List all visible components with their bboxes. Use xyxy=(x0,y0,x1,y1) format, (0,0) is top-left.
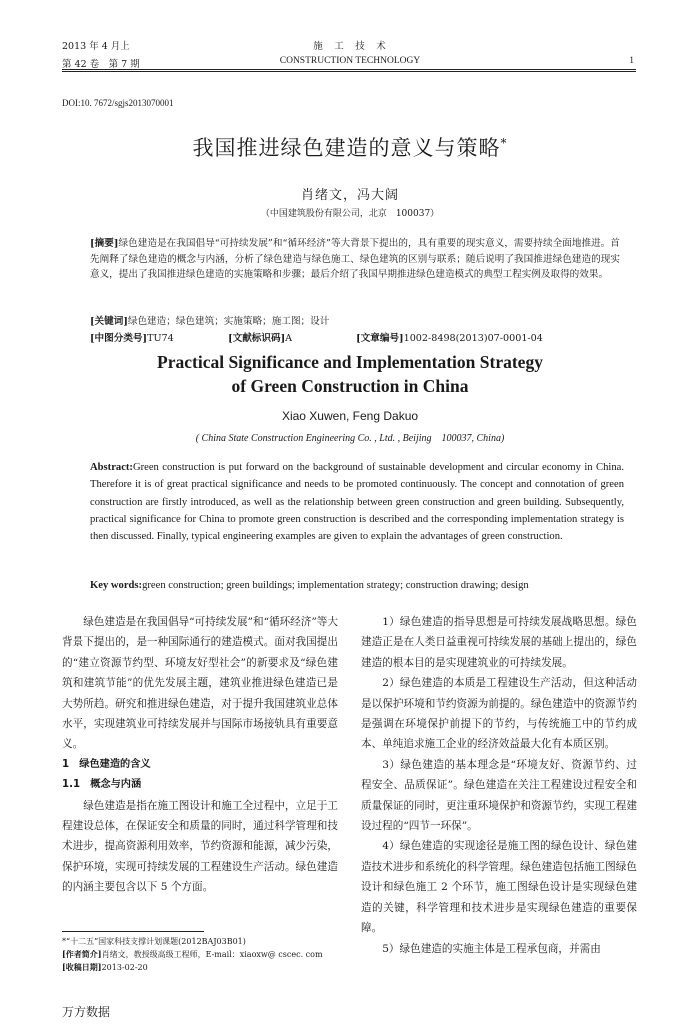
footnotes xyxy=(62,935,352,974)
journal-name-en: CONSTRUCTION TECHNOLOGY xyxy=(279,56,421,66)
keywords-cn xyxy=(90,314,620,329)
clc-value: TU74 xyxy=(147,333,174,344)
header-rule xyxy=(62,69,636,70)
section-heading: 1 绿色建造的含义 xyxy=(62,758,151,770)
abstract-en xyxy=(90,459,624,545)
keywords-en-text: green construction; green buildings; implementation strategy; construction drawing; design xyxy=(142,580,529,591)
title-en-line-1: Practical Significance and Implementation Strategy xyxy=(157,352,543,372)
issue-volume: 第 42 卷 第 7 期 xyxy=(62,59,140,70)
header-rule-2 xyxy=(62,71,636,72)
title-text: 我国推进绿色建造的意义与策略 xyxy=(192,136,501,160)
doc-field xyxy=(228,330,353,344)
received-note xyxy=(62,961,352,974)
abstract-cn-label: [摘要] xyxy=(90,238,119,249)
received-note-label: [收稿日期] xyxy=(62,962,102,972)
journal-name-cn: 施 工 技 术 xyxy=(313,41,387,52)
body-column-right xyxy=(361,612,637,959)
article-value: 1002-8498(2013)07-0001-04 xyxy=(403,333,543,344)
body-paragraph: 2）绿色建造的本质是工程建设生产活动，但这种活动是以保护环境和节约资源为前提的。绿色建造中的资源节约是强调在环境保护前提下的节约，与传统施工中的节约成本、单纯追求施工企业的经济效益最大化有本质区别。 xyxy=(361,677,637,751)
affiliation-cn: （中国建筑股份有限公司，北京 100037） xyxy=(260,209,440,219)
body-paragraph: 绿色建造是指在施工图设计和施工全过程中，立足于工程建设总体，在保证安全和质量的同时，通过科学管理和技术进步，提高资源利用效率，节约资源和能源，减少污染，保护环境，实现可持续发展的工程建设生产活动。绿色建造的内涵主要包含以下 5 个方面。 xyxy=(62,799,338,894)
abstract-cn-text: 绿色建造是在我国倡导“可持续发展”和“循环经济”等大背景下提出的，具有重要的现实意义，需要持续全面地推进。首先阐释了绿色建造的概念与内涵，分析了绿色建造与绿色施工、绿色建筑的区别与联系；随后说明了我国推进绿色建造的现实意义，提出了我国推进绿色建造的实施策略和步骤；最后介绍了我国早期推进绿色建造模式的典型工程实例及取得的效果。 xyxy=(90,238,620,280)
title-footnote-mark: * xyxy=(500,136,508,150)
author-note xyxy=(62,948,352,961)
clc-label: [中图分类号] xyxy=(90,333,148,344)
keywords-cn-label: [关键词] xyxy=(90,316,128,327)
affiliation-en: ( China State Construction Engineering Co. , Ltd. , Beijing 100037, China) xyxy=(195,433,505,444)
received-note-text: 2013-02-20 xyxy=(101,963,148,972)
keywords-en-label: Key words: xyxy=(90,580,143,591)
author-note-label: [作者简介] xyxy=(62,949,102,959)
keywords-cn-text: 绿色建造；绿色建筑；实施策略；施工图；设计 xyxy=(127,316,330,327)
fund-note: *“十二五”国家科技支撑计划课题(2012BAJ03B01) xyxy=(62,937,246,946)
abstract-cn xyxy=(90,236,620,283)
body-column-left xyxy=(62,612,338,898)
article-field xyxy=(356,330,543,344)
body-paragraph: 1）绿色建造的指导思想是可持续发展战略思想。绿色建造正是在人类日益重视可持续发展的基础上提出的，绿色建造的根本目的是实现建筑业的可持续发展。 xyxy=(361,616,637,669)
doc-label: [文献标识码] xyxy=(228,333,286,344)
article-label: [文章编号] xyxy=(356,333,404,344)
issue-date: 2013 年 4 月上 xyxy=(62,41,130,52)
watermark: 万方数据 xyxy=(62,1005,111,1019)
body-paragraph: 绿色建造是在我国倡导“可持续发展”和“循环经济”等大背景下提出的，是一种国际通行的建造模式。面对我国提出的“建立资源节约型、环境友好型社会”的新要求及“绿色建筑和建筑节能”的优先发展主题，建筑业推进绿色建造已是大势所趋。研究和推进绿色建造，对于提升我国建筑业总体水平，实现建筑业可持续发展并与国际市场接轨具有重要意义。 xyxy=(62,616,338,751)
authors-en: Xiao Xuwen, Feng Dakuo xyxy=(281,409,419,423)
footnote-rule xyxy=(62,931,204,932)
paper-title-en xyxy=(0,350,700,398)
paper-title-cn xyxy=(0,132,700,162)
clc-field xyxy=(90,330,225,344)
doi: DOI:10. 7672/sgjs2013070001 xyxy=(62,98,174,108)
abstract-en-text: Green construction is put forward on the background of sustainable development and circular economy in China. Therefore it is of great practical significance and needs to be promoted continuously. The concept and connotation of green construction are firstly introduced, as well as the relationship between green construction and green building. Subsequently, practical significance for China to promote green construction is described and the corresponding implementation strategy is then discussed. Finally, typical engineering examples are given to explain the advantages of green construction. xyxy=(90,462,624,543)
authors-cn: 肖绪文，冯大阔 xyxy=(300,188,399,203)
body-paragraph: 3）绿色建造的基本理念是“环境友好、资源节约、过程安全、品质保证”。绿色建造在关注工程建设过程安全和质量保证的同时，更注重环境保护和资源节约，实现工程建设过程的“四节一环保”。 xyxy=(361,758,637,833)
title-en-line-2: of Green Construction in China xyxy=(231,376,469,396)
doc-value: A xyxy=(285,333,293,344)
body-paragraph: 4）绿色建造的实现途径是施工图的绿色设计、绿色建造技术进步和系统化的科学管理。绿色建造包括施工图绿色设计和绿色施工 2 个环节，施工图绿色设计是实现绿色建造的关键，科学管理和技术进步是实现绿色建造的重要保障。 xyxy=(361,840,637,935)
subsection-heading: 1.1 概念与内涵 xyxy=(62,779,142,791)
classification-row xyxy=(90,330,620,344)
abstract-en-label: Abstract: xyxy=(90,462,133,473)
page-number: 1 xyxy=(629,56,634,66)
keywords-en xyxy=(90,580,624,591)
body-paragraph: 5）绿色建造的实施主体是工程承包商，并需由 xyxy=(382,942,601,955)
author-note-text: 肖绪文，教授级高级工程师，E-mail：xiaoxw@ cscec. com xyxy=(101,950,323,959)
